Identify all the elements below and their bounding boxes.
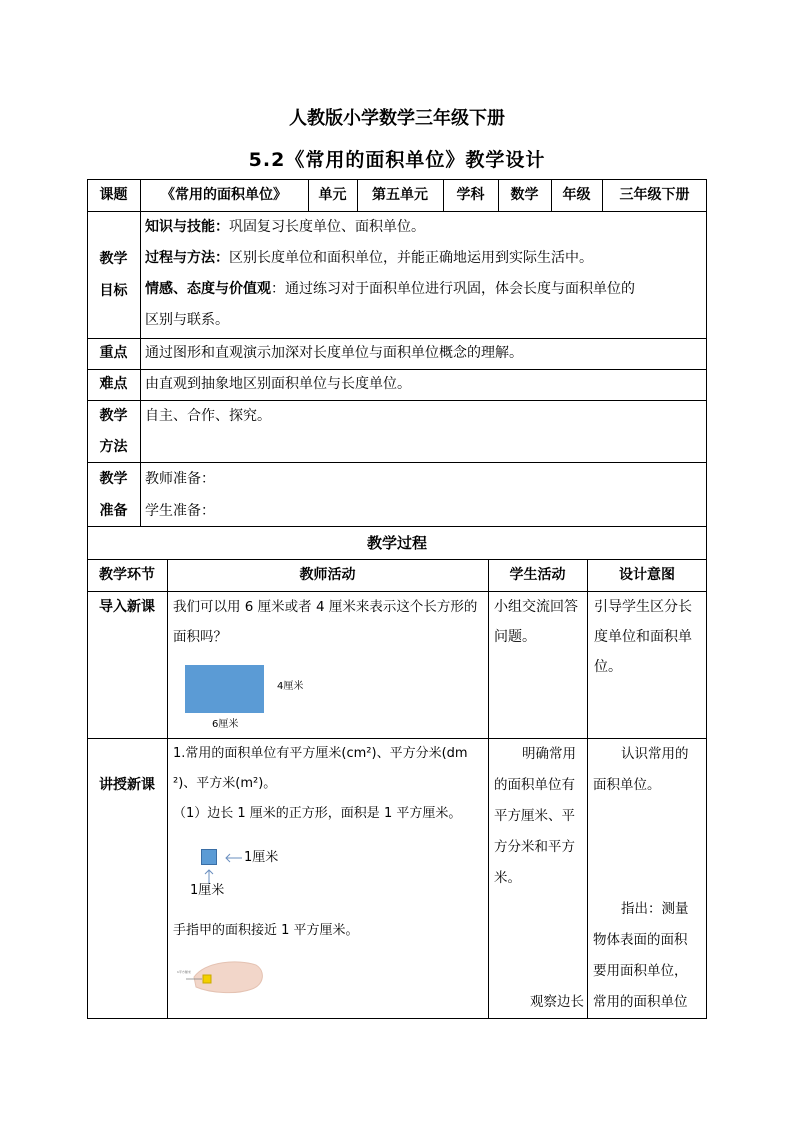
preparation-content: 教师准备： 学生准备： [145,471,215,519]
teach-student-text: 明确常用 的面积单位有 平方厘米、平 方分米和平方 米。 [494,746,576,886]
intro-intent-text: 引导学生区分长 度单位和面积单 位。 [594,599,692,675]
document-title: 人教版小学数学三年级下册 [289,108,505,129]
rectangle-figure [185,665,264,713]
difficulties-label: 难点 [99,376,128,392]
difficulties-text: 由直观到抽象地区别面积单位与长度单位。 [145,376,411,392]
header-teacher: 教师活动 [299,567,356,583]
teach-stage: 讲授新课 [99,777,155,793]
grade-label: 年级 [562,187,591,203]
teach-teacher-text: 1.常用的面积单位有平方厘米(cm²)、平方分米(dm ²)、平方米(m²)。 （1）边长 1 厘米的正方形，面积是 1 平方厘米。 [173,746,468,821]
rect-height-label: 4厘米 [277,681,304,692]
finger-image [176,955,266,997]
square-bottom-label: 1厘米 [190,883,225,898]
lesson-value: 《常用的面积单位》 [161,187,287,203]
key-points-label: 重点 [99,345,128,361]
preparation-label: 教学 准备 [99,471,128,519]
teach-fingernail-text: 手指甲的面积接近 1 平方厘米。 [173,923,359,938]
grade-value: 三年级下册 [619,187,690,203]
process-title: 教学过程 [366,534,427,552]
methods-text: 自主、合作、探究。 [145,408,271,424]
unit-value: 第五单元 [372,187,428,203]
header-student: 学生活动 [509,567,566,583]
document-subtitle: 5.2《常用的面积单位》教学设计 [248,149,546,171]
subject-value: 数学 [510,187,539,203]
rect-width-label: 6厘米 [212,719,239,730]
key-points-text: 通过图形和直观演示加深对长度单位与面积单位概念的理解。 [145,345,523,361]
intro-student-text: 小组交流回答 问题。 [494,599,578,645]
header-intent: 设计意图 [619,567,675,583]
unit-label: 单元 [318,187,347,203]
square-side-label: 1厘米 [244,850,279,865]
header-stage: 教学环节 [99,567,155,583]
methods-label: 教学 方法 [99,408,128,455]
unit-square-figure [201,849,217,865]
intro-teacher-text: 我们可以用 6 厘米或者 4 厘米来表示这个长方形的 面积吗？ [173,599,478,645]
teach-student-observe: 观察边长 [530,994,584,1010]
arrow-left-icon [222,850,244,866]
lesson-label: 课题 [99,187,128,203]
goals-label: 教学 目标 [99,251,128,299]
teach-intent-text-2: 指出：测量 物体表面的面积 要用面积单位， 常用的面积单位 [593,901,689,1010]
teach-intent-text: 认识常用的 面积单位。 [593,746,689,793]
intro-stage: 导入新课 [99,599,155,615]
nail-tag: 1平方厘米 [177,970,191,974]
goals-content: 知识与技能：巩固复习长度单位、面积单位。 过程与方法：区别长度单位和面积单位，并能正确地运用到实际生活中。 情感、态度与价值观：通过练习对于面积单位进行巩固，体会长度与面积单位的 区别与联系。 [145,219,635,328]
subject-label: 学科 [456,187,485,203]
